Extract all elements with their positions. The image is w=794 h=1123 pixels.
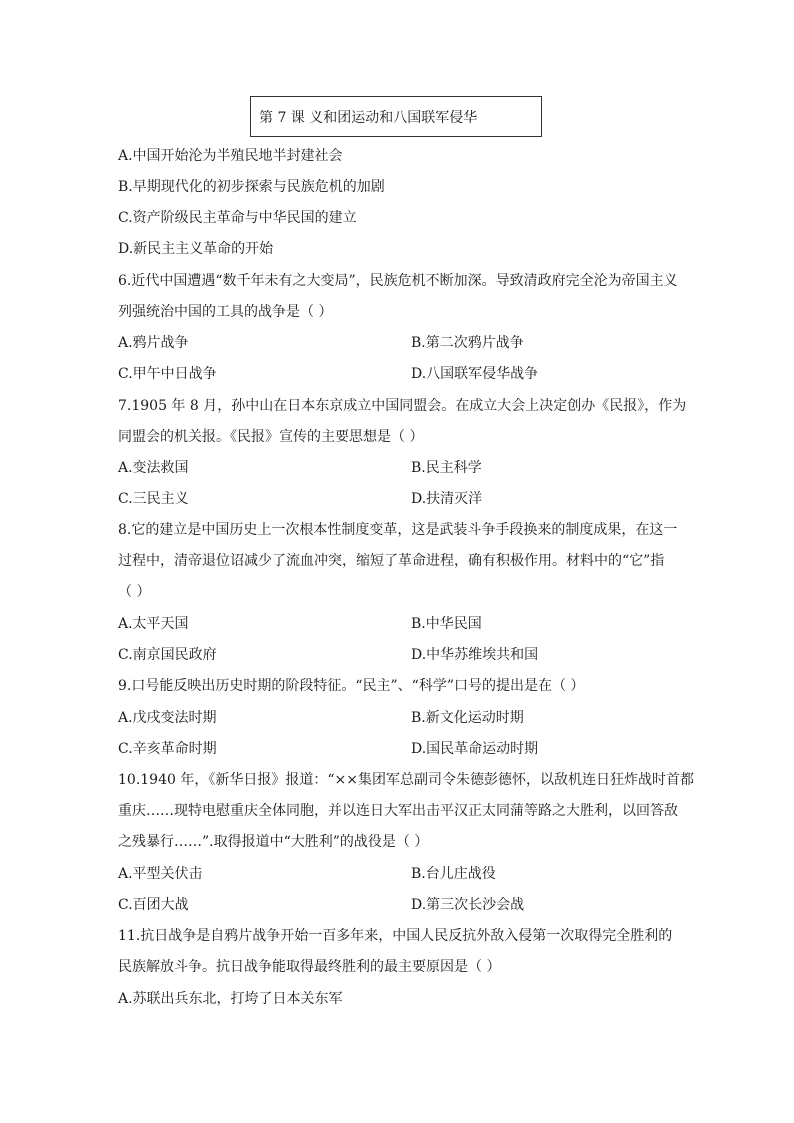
q8-option-c: C.南京国民政府 <box>118 647 217 663</box>
q9-option-c: C.辛亥革命时期 <box>118 741 217 757</box>
q10-stem-line-1: 10.1940 年，《新华日报》报道：“××集团军总副司令朱德彭德怀，以敌机连日狂炸战时首都 <box>118 772 694 788</box>
q5-option-a: A.中国开始沦为半殖民地半封建社会 <box>118 148 343 164</box>
q8-stem-line-3: （ ） <box>118 584 151 600</box>
q10-option-b: B.台儿庄战役 <box>411 866 496 882</box>
q8-stem-line-2: 过程中，清帝退位诏减少了流血冲突，缩短了革命进程，确有积极作用。材料中的“它”指 <box>118 553 665 569</box>
q9-stem-line-1: 9.口号能反映出历史时期的阶段特征。“民主”、“科学”口号的提出是在（ ） <box>118 678 585 694</box>
q7-option-c: C.三民主义 <box>118 491 189 507</box>
q11-option-a: A.苏联出兵东北，打垮了日本关东军 <box>118 991 343 1007</box>
lesson-title-text: 第 7 课 义和团运动和八国联军侵华 <box>259 109 478 126</box>
q10-option-d: D.第三次长沙会战 <box>411 897 525 913</box>
q7-option-b: B.民主科学 <box>411 460 482 476</box>
q9-option-d: D.国民革命运动时期 <box>411 741 539 757</box>
q6-option-a: A.鸦片战争 <box>118 335 189 351</box>
q6-stem-line-2: 列强统治中国的工具的战争是（ ） <box>118 304 333 320</box>
q9-option-b: B.新文化运动时期 <box>411 710 524 726</box>
q5-option-c: C.资产阶级民主革命与中华民国的建立 <box>118 210 357 226</box>
q7-stem-line-2: 同盟会的机关报。《民报》宣传的主要思想是（ ） <box>118 429 424 445</box>
q6-option-b: B.第二次鸦片战争 <box>411 335 524 351</box>
q8-option-b: B.中华民国 <box>411 616 482 632</box>
q7-option-d: D.扶清灭洋 <box>411 491 483 507</box>
q7-stem-line-1: 7.1905 年 8 月，孙中山在日本东京成立中国同盟会。在成立大会上决定创办《民报》，作为 <box>118 398 687 414</box>
q9-option-a: A.戊戌变法时期 <box>118 710 217 726</box>
q10-stem-line-2: 重庆……现特电慰重庆全体同胞，并以连日大军出击平汉正太同蒲等路之大胜利，以回答敌 <box>118 803 678 819</box>
q5-option-b: B.早期现代化的初步探索与民族危机的加剧 <box>118 179 385 195</box>
q10-stem-line-3: 之残暴行……”.取得报道中“大胜利”的战役是（ ） <box>118 834 429 850</box>
q8-option-d: D.中华苏维埃共和国 <box>411 647 539 663</box>
q6-option-d: D.八国联军侵华战争 <box>411 366 539 382</box>
q8-stem-line-1: 8.它的建立是中国历史上一次根本性制度变革，这是武装斗争手段换来的制度成果，在这一 <box>118 522 678 538</box>
q7-option-a: A.变法救国 <box>118 460 189 476</box>
lesson-title <box>250 96 542 137</box>
q10-option-a: A.平型关伏击 <box>118 866 203 882</box>
q6-stem-line-1: 6.近代中国遭遇“数千年未有之大变局”，民族危机不断加深。导致清政府完全沦为帝国主义 <box>118 273 678 289</box>
q5-option-d: D.新民主主义革命的开始 <box>118 241 274 257</box>
q10-option-c: C.百团大战 <box>118 897 189 913</box>
q8-option-a: A.太平天国 <box>118 616 189 632</box>
q11-stem-line-1: 11.抗日战争是自鸦片战争开始一百多年来，中国人民反抗外敌入侵第一次取得完全胜利的 <box>118 928 673 944</box>
q6-option-c: C.甲午中日战争 <box>118 366 217 382</box>
q11-stem-line-2: 民族解放斗争。抗日战争能取得最终胜利的最主要原因是（ ） <box>118 959 501 975</box>
